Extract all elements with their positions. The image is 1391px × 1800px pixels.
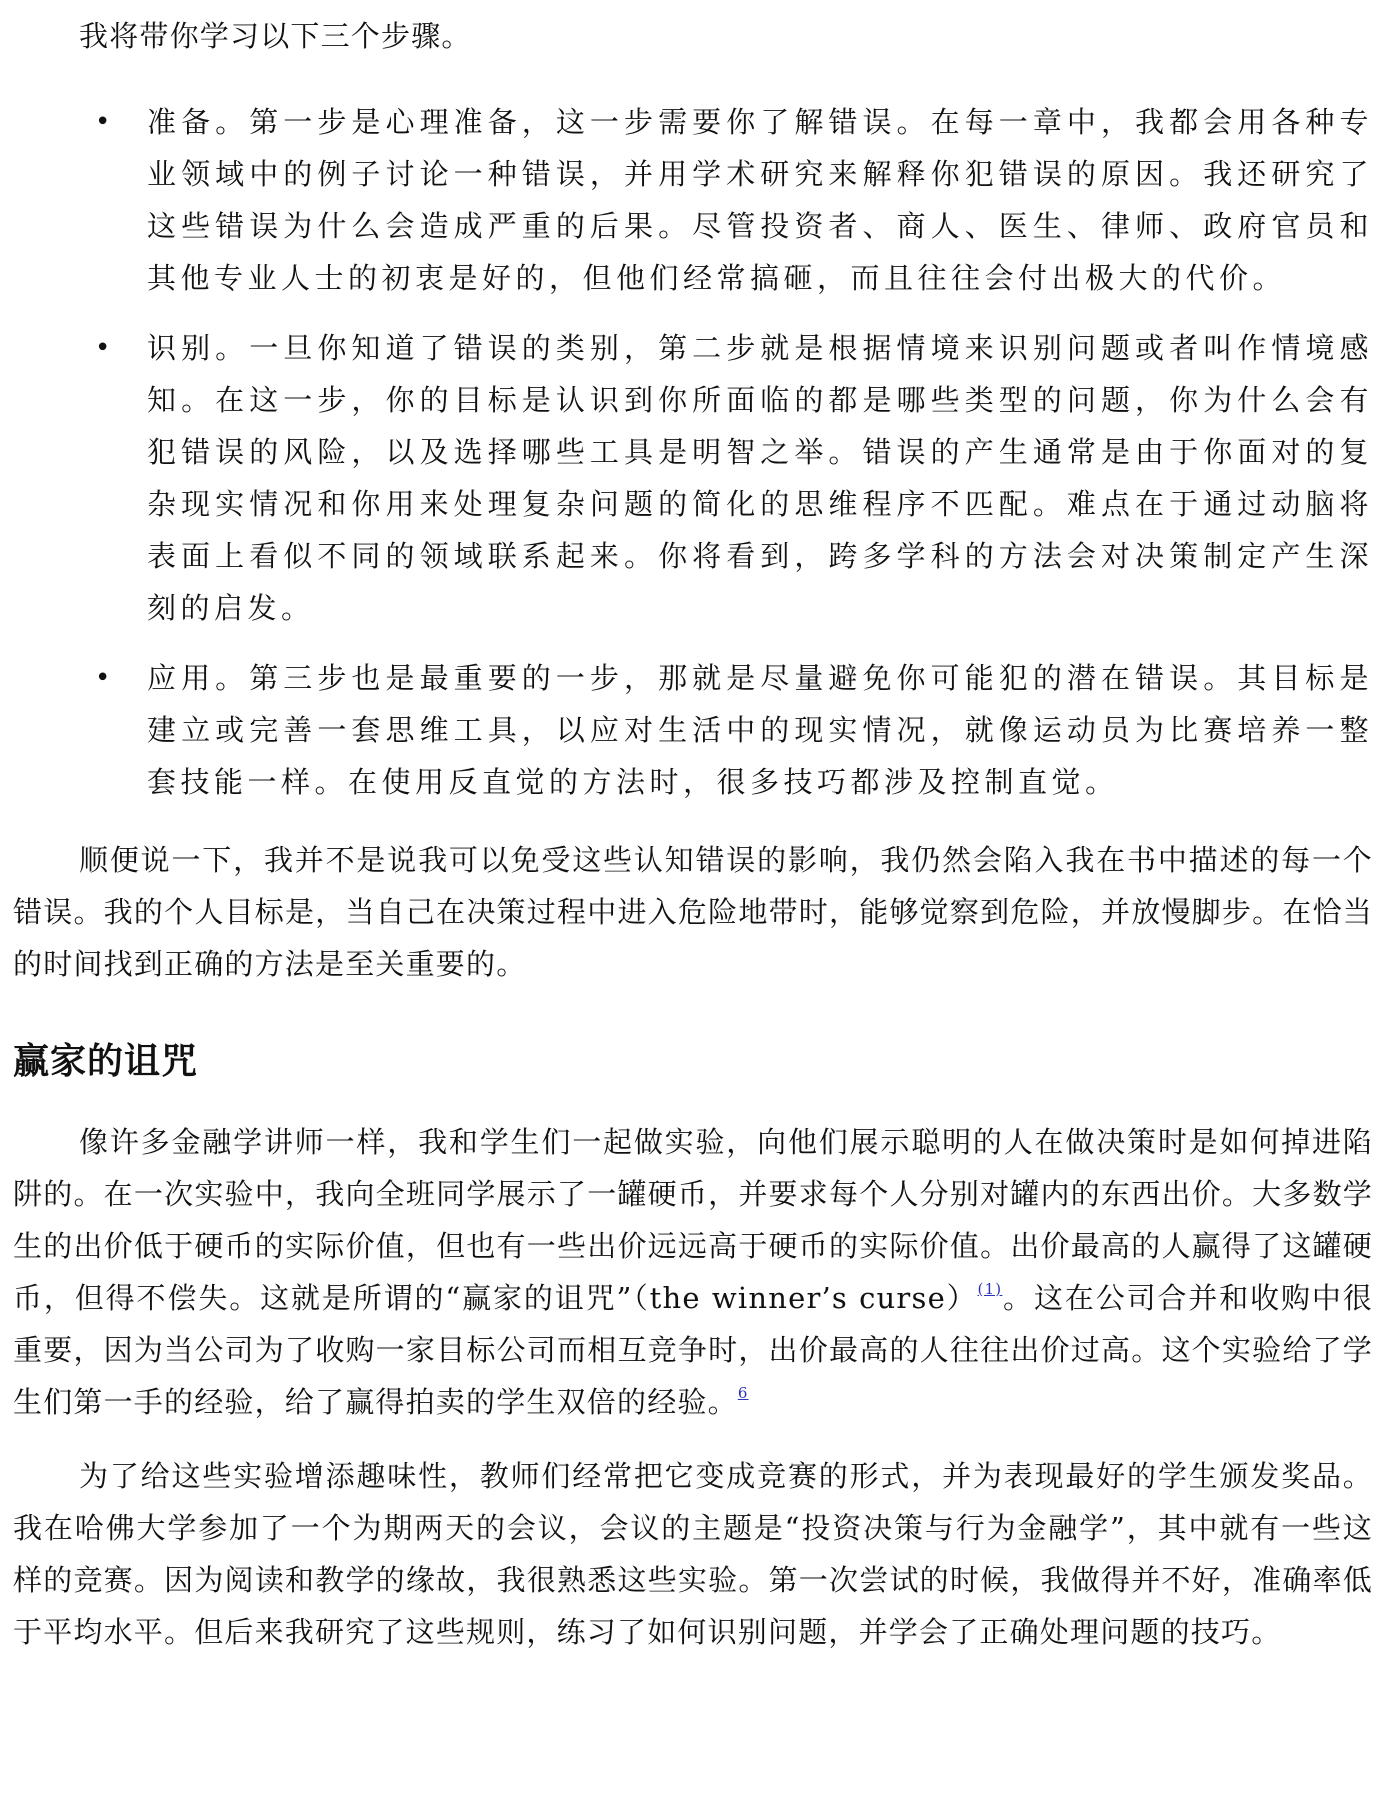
bullet-icon: • xyxy=(95,663,115,693)
paragraph-text: 像许多金融学讲师一样，我和学生们一起做实验，向他们展示聪明的人在做决策时是如何掉进陷阱的。在一次实验中，我向全班同学展示了一罐硬币，并要求每个人分别对罐内的东西出价。大多数学生的出价低于硬币的实际价值，但也有一些出价远远高于硬币的实际价值。出价最高的人赢得了这罐硬币，但得不偿失。这就是所谓的“赢家的诅咒”（the winner’s curse） xyxy=(13,1125,1373,1315)
bullet-icon: • xyxy=(95,107,115,137)
bullet-icon: • xyxy=(95,333,115,363)
document-page xyxy=(13,0,1373,1658)
section-heading: 赢家的诅咒 xyxy=(13,1041,199,1082)
list-item xyxy=(13,322,1373,634)
closing-paragraph: 顺便说一下，我并不是说我可以免受这些认知错误的影响，我仍然会陷入我在书中描述的每一个错误。我的个人目标是，当自己在决策过程中进入危险地带时，能够觉察到危险，并放慢脚步。在恰当的时间找到正确的方法是至关重要的。 xyxy=(13,843,1373,981)
paragraph-text: 。这在公司合并和收购中很重要，因为当公司为了收购一家目标公司而相互竞争时，出价最高的人往往出价过高。这个实验给了学生们第一手的经验，给了赢得拍卖的学生双倍的经验。 xyxy=(13,1281,1374,1419)
section-paragraph-1 xyxy=(13,1116,1373,1428)
list-item xyxy=(13,96,1373,304)
step-text-identify: 识别。一旦你知道了错误的类别，第二步就是根据情境来识别问题或者叫作情境感知。在这一步，你的目标是认识到你所面临的都是哪些类型的问题，你为什么会有犯错误的风险，以及选择哪些工具是明智之举。错误的产生通常是由于你面对的复杂现实情况和你用来处理复杂问题的简化的思维程序不匹配。难点在于通过动脑将表面上看似不同的领域联系起来。你将看到，跨多学科的方法会对决策制定产生深刻的启发。 xyxy=(147,331,1373,625)
footnote-link-1[interactable]: (1) xyxy=(977,1280,1003,1298)
steps-list xyxy=(13,96,1373,808)
step-text-prepare: 准备。第一步是心理准备，这一步需要你了解错误。在每一章中，我都会用各种专业领域中的例子讨论一种错误，并用学术研究来解释你犯错误的原因。我还研究了这些错误为什么会造成严重的后果。尽管投资者、商人、医生、律师、政府官员和其他专业人士的初衷是好的，但他们经常搞砸，而且往往会付出极大的代价。 xyxy=(147,105,1373,295)
intro-paragraph: 我将带你学习以下三个步骤。 xyxy=(79,19,472,53)
list-item xyxy=(13,652,1373,808)
step-text-apply: 应用。第三步也是最重要的一步，那就是尽量避免你可能犯的潜在错误。其目标是建立或完善一套思维工具，以应对生活中的现实情况，就像运动员为比赛培养一整套技能一样。在使用反直觉的方法时，很多技巧都涉及控制直觉。 xyxy=(147,661,1373,799)
footnote-link-6[interactable]: 6 xyxy=(737,1384,749,1402)
section-paragraph-2: 为了给这些实验增添趣味性，教师们经常把它变成竞赛的形式，并为表现最好的学生颁发奖品。我在哈佛大学参加了一个为期两天的会议，会议的主题是“投资决策与行为金融学”，其中就有一些这样的竞赛。因为阅读和教学的缘故，我很熟悉这些实验。第一次尝试的时候，我做得并不好，准确率低于平均水平。但后来我研究了这些规则，练习了如何识别问题，并学会了正确处理问题的技巧。 xyxy=(13,1459,1373,1649)
